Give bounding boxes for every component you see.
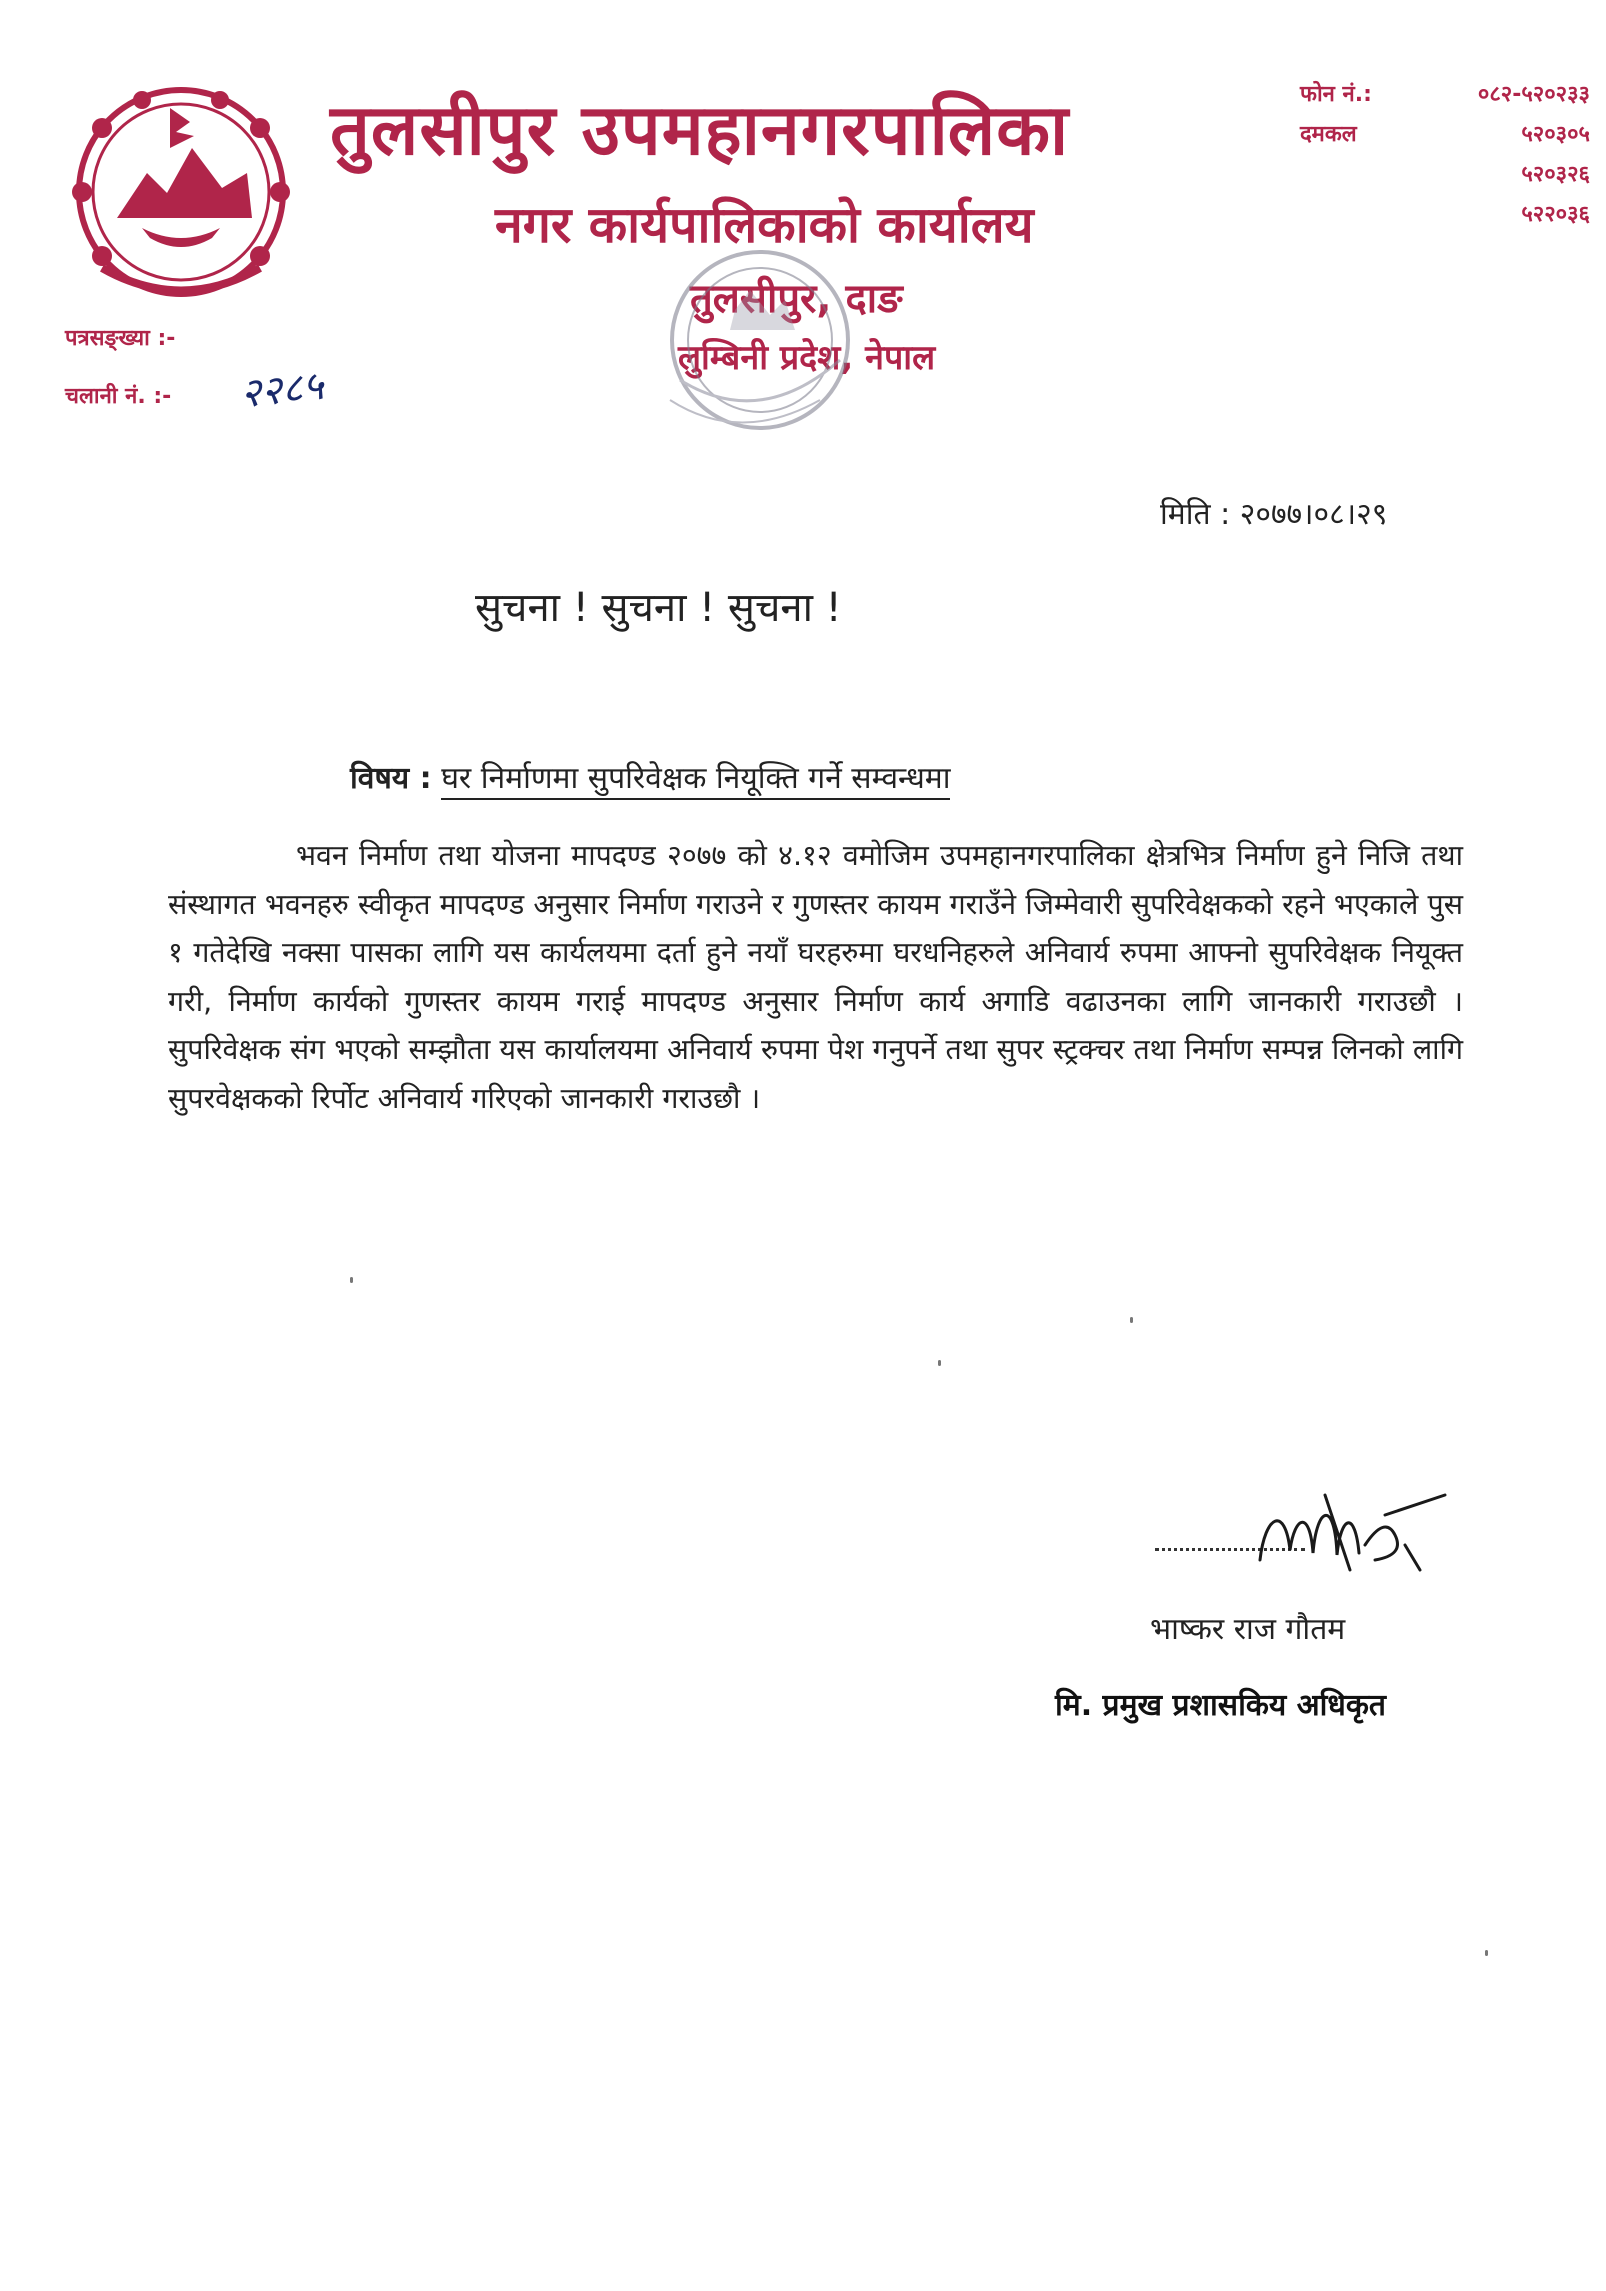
scan-speck <box>1485 1950 1488 1956</box>
signer-name: भाष्कर राज गौतम <box>1150 1612 1346 1647</box>
scan-speck <box>350 1277 353 1283</box>
phone-row <box>1300 75 1590 115</box>
office-seal-stamp-icon <box>620 230 890 470</box>
organization-name: तुलसीपुर उपमहानगरपालिका <box>330 89 1070 171</box>
fire-row <box>1300 155 1590 195</box>
dispatch-number-label: चलानी नं. :- <box>65 384 172 409</box>
phone-label: फोन नं.: <box>1300 82 1372 107</box>
notice-title: सुचना ! सुचना ! सुचना ! <box>475 585 842 631</box>
scan-speck <box>938 1360 941 1366</box>
fire-row <box>1300 115 1590 155</box>
fire-number: ५२०३०५ <box>1521 122 1590 147</box>
nepal-government-emblem-icon <box>62 78 300 300</box>
phone-number: ०८२-५२०२३३ <box>1477 82 1590 107</box>
subject-text: घर निर्माणमा सुपरिवेक्षक नियूक्ति गर्ने सम्वन्धमा <box>441 761 950 800</box>
handwritten-signature-icon <box>1255 1475 1455 1595</box>
fire-label: दमकल <box>1300 122 1357 147</box>
notice-body: भवन निर्माण तथा योजना मापदण्ड २०७७ को ४.१२ वमोजिम उपमहानगरपालिका क्षेत्रभित्र निर्माण हुने निजि तथा संस्थागत भवनहरु स्वीकृत मापदण्ड अनुसार निर्माण गराउने र गुणस्तर कायम गराउँने जिम्मेवारी सुपरिवेक्षकको रहने भएकाले पुस १ गतेदेखि नक्सा पासका लागि यस कार्यलयमा दर्ता हुने नयाँ घरहरुमा घरधनिहरुले अनिवार्य रुपमा आफ्नो सुपरिवेक्षक नियूक्त गरी, निर्माण कार्यको गुणस्तर कायम गराई मापदण्ड अनुसार निर्माण कार्य अगाडि वढाउनका लागि जानकारी गराउछौ । सुपरिवेक्षक संग भएको सम्झौता यस कार्यालयमा अनिवार्य रुपमा पेश गनुपर्ने तथा सुपर स्ट्रक्चर तथा निर्माण सम्पन्न लिनको लागि सुपरवेक्षकको रिर्पोट अनिवार्य गरिएको जानकारी गराउछौ । <box>168 839 1463 1115</box>
city-line: तुलसीपुर, दाङ <box>690 276 903 322</box>
province-line: लुम्बिनी प्रदेश, नेपाल <box>678 338 936 378</box>
office-name: नगर कार्यपालिकाको कार्यालय <box>495 196 1034 254</box>
subject-label: विषय : <box>350 761 432 796</box>
letter-date: मिति : २०७७।०८।२९ <box>1160 497 1388 532</box>
contact-block <box>1300 75 1590 235</box>
dispatch-number-handwritten: २२८५ <box>238 362 326 418</box>
fire-number: ५२०३२६ <box>1521 162 1590 187</box>
signer-title: मि. प्रमुख प्रशासकिय अधिकृत <box>1055 1688 1386 1723</box>
scan-speck <box>1130 1317 1133 1323</box>
fire-row <box>1300 195 1590 235</box>
reference-number-label: पत्रसङ्ख्या :- <box>65 326 176 351</box>
subject-line <box>350 756 950 797</box>
fire-number: ५२२०३६ <box>1521 202 1590 227</box>
